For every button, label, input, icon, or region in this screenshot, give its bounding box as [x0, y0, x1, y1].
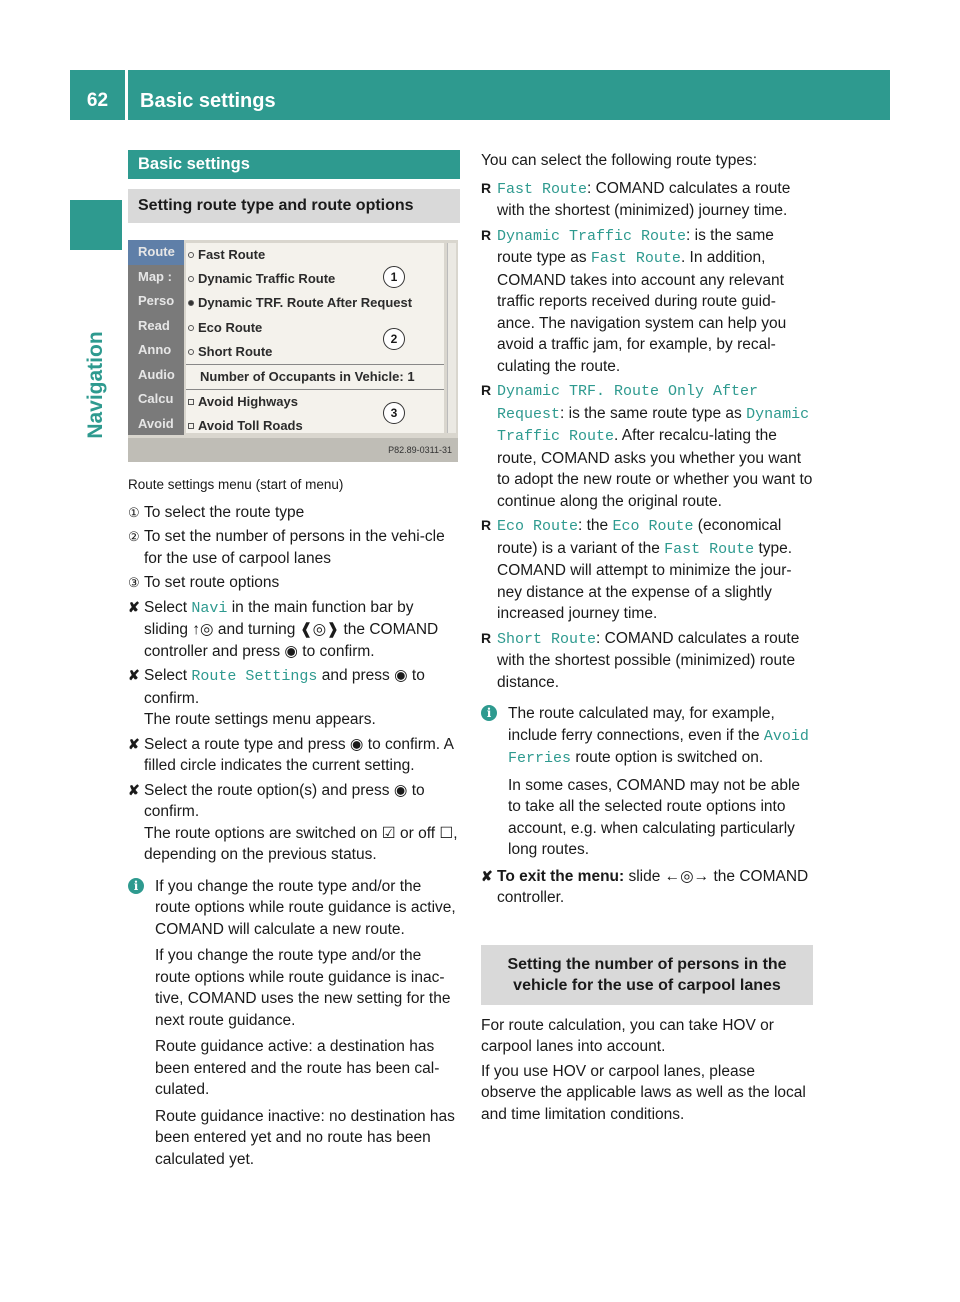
radio-icon [188, 349, 194, 355]
step: ✘ Select a route type and press ◉ to confirm. A filled circle indicates the current setting. [128, 735, 454, 774]
screenshot-main-menu [128, 240, 184, 435]
step: ✘ Select the route option(s) and press ◉ to confirm. The route options are switched on ☑ or off ☐, depending on the previous status. [128, 781, 458, 863]
left-column [128, 150, 460, 1175]
checkbox-icon [188, 423, 194, 429]
route-option-eco: Eco Route [186, 316, 444, 340]
bullet-icon: R [481, 179, 492, 196]
carpool-subsection-title: Setting the number of persons in the vehicle for the use of carpool lanes [481, 945, 813, 1005]
radio-icon [188, 276, 194, 282]
step: ✘ Select Route Settings and press ◉ to confirm. The route settings menu appears. [128, 667, 425, 728]
menu-item: Perso [138, 293, 175, 308]
bullet-eco-route: R Eco Route: the Eco Route (economical route) is a variant of the Fast Route type. COMAND will attempt to minimize the jour-ney distance at the expense of a slightly increased journey time. [481, 517, 793, 622]
route-settings-screenshot [128, 240, 458, 462]
step: ✘ Select Navi in the main function bar by sliding ↑◎ and turning ❰◎❱ the COMAND controller and press ◉ to confirm. [128, 598, 439, 660]
arrow-icon: ✘ [128, 598, 140, 615]
numbered-item: ③ To set route options [128, 574, 280, 591]
right-column [481, 150, 813, 1128]
header-title: Basic settings [140, 90, 276, 112]
screenshot-route-list [186, 243, 444, 433]
side-label: Navigation [84, 331, 107, 439]
arrow-icon: ✘ [128, 667, 140, 683]
arrow-icon: ✘ [481, 867, 493, 884]
route-option-fast: Fast Route [186, 243, 444, 267]
bullet-icon: R [481, 226, 492, 243]
arrow-icon: ✘ [128, 735, 140, 752]
callout-1: 1 [383, 266, 405, 288]
step-exit-menu: ✘ To exit the menu: slide ←◎→ the COMAND controller. [481, 867, 809, 906]
route-option-dynamic-trf: Dynamic TRF. Route After Request [186, 291, 444, 315]
section-title: Basic settings [128, 150, 460, 179]
occupants-setting: Number of Occupants in Vehicle: 1 [186, 364, 444, 390]
bullet-dynamic-trf-route: R Dynamic TRF. Route Only After Request: is the same route type as Dynamic Traffic Route. After recalcu-lating the route, COMAND asks you whether you want to adopt the new route or whether you want to continue along the original route. [481, 382, 813, 510]
image-code: P82.89-0311-31 [128, 438, 458, 462]
checkbox-icon [188, 399, 194, 405]
paragraph: For route calculation, you can take HOV or carpool lanes into account. [481, 1016, 774, 1055]
avoid-toll-roads-option: Avoid Toll Roads [186, 414, 444, 438]
intro-text: You can select the following route types: [481, 152, 758, 169]
info-note: i The route calculated may, for example, include ferry connections, even if the Avoid Ferries route option is switched on. In some cases, COMAND may not be able to take all the selected route options into account, e.g. when calculating particularly long routes. [481, 703, 813, 861]
info-note: i If you change the route type and/or the route options while route guidance is active, COMAND will calculate a new route. If you change the route type and/or the route options while route guidance is inac-tive, COMAND uses the new setting for the next route guidance. Route guidance active: a destination has been entered and the route has been cal-culated. Route guidance inactive: no destination has been entered yet and no route has been calculated yet. [128, 876, 460, 1171]
info-icon: i [128, 878, 144, 894]
radio-icon [188, 252, 194, 258]
menu-item: Calcu [138, 391, 174, 406]
page-number: 62 [86, 90, 109, 111]
menu-item: Route [128, 240, 184, 265]
header-separator [125, 70, 128, 120]
numbered-item: ① To select the route type [128, 503, 305, 521]
arrow-icon: ✘ [128, 781, 140, 798]
numbered-item: ② To set the number of persons in the vehi-cle for the use of carpool lanes [128, 528, 445, 567]
paragraph: If you use HOV or carpool lanes, please observe the applicable laws as well as the local and time limitation conditions. [481, 1062, 806, 1123]
bullet-fast-route: R Fast Route: COMAND calculates a route with the shortest (minimized) journey time. [481, 179, 791, 219]
info-icon: i [481, 705, 497, 721]
bullet-short-route: R Short Route: COMAND calculates a route with the shortest possible (minimized) route distance. [481, 629, 800, 691]
bullet-icon: R [481, 629, 492, 646]
callout-2: 2 [383, 328, 405, 350]
radio-selected-icon [188, 300, 194, 306]
radio-icon [188, 325, 194, 331]
menu-item: Anno [138, 342, 172, 357]
avoid-highways-option: Avoid Highways [186, 390, 444, 414]
subsection-title: Setting route type and route options [128, 189, 460, 223]
menu-item: Avoid [138, 415, 174, 431]
callout-3: 3 [383, 402, 405, 424]
bullet-icon: R [481, 382, 492, 398]
menu-item: Map : [138, 268, 172, 284]
scrollbar [447, 243, 456, 433]
menu-item: Read [138, 317, 170, 333]
bullet-icon: R [481, 517, 492, 533]
side-tab-block [70, 200, 122, 250]
route-option-dynamic: Dynamic Traffic Route [186, 267, 444, 291]
menu-item: Audio [138, 366, 175, 382]
bullet-dynamic-route: R Dynamic Traffic Route: is the same route type as Fast Route. In addition, COMAND takes into account any relevant traffic reports received during route guid-ance. The navigation system can help you avoid a traffic jam, for example, by recal-culating the route. [481, 226, 787, 375]
route-option-short: Short Route [186, 340, 444, 364]
figure-caption: Route settings menu (start of menu) [128, 477, 344, 492]
